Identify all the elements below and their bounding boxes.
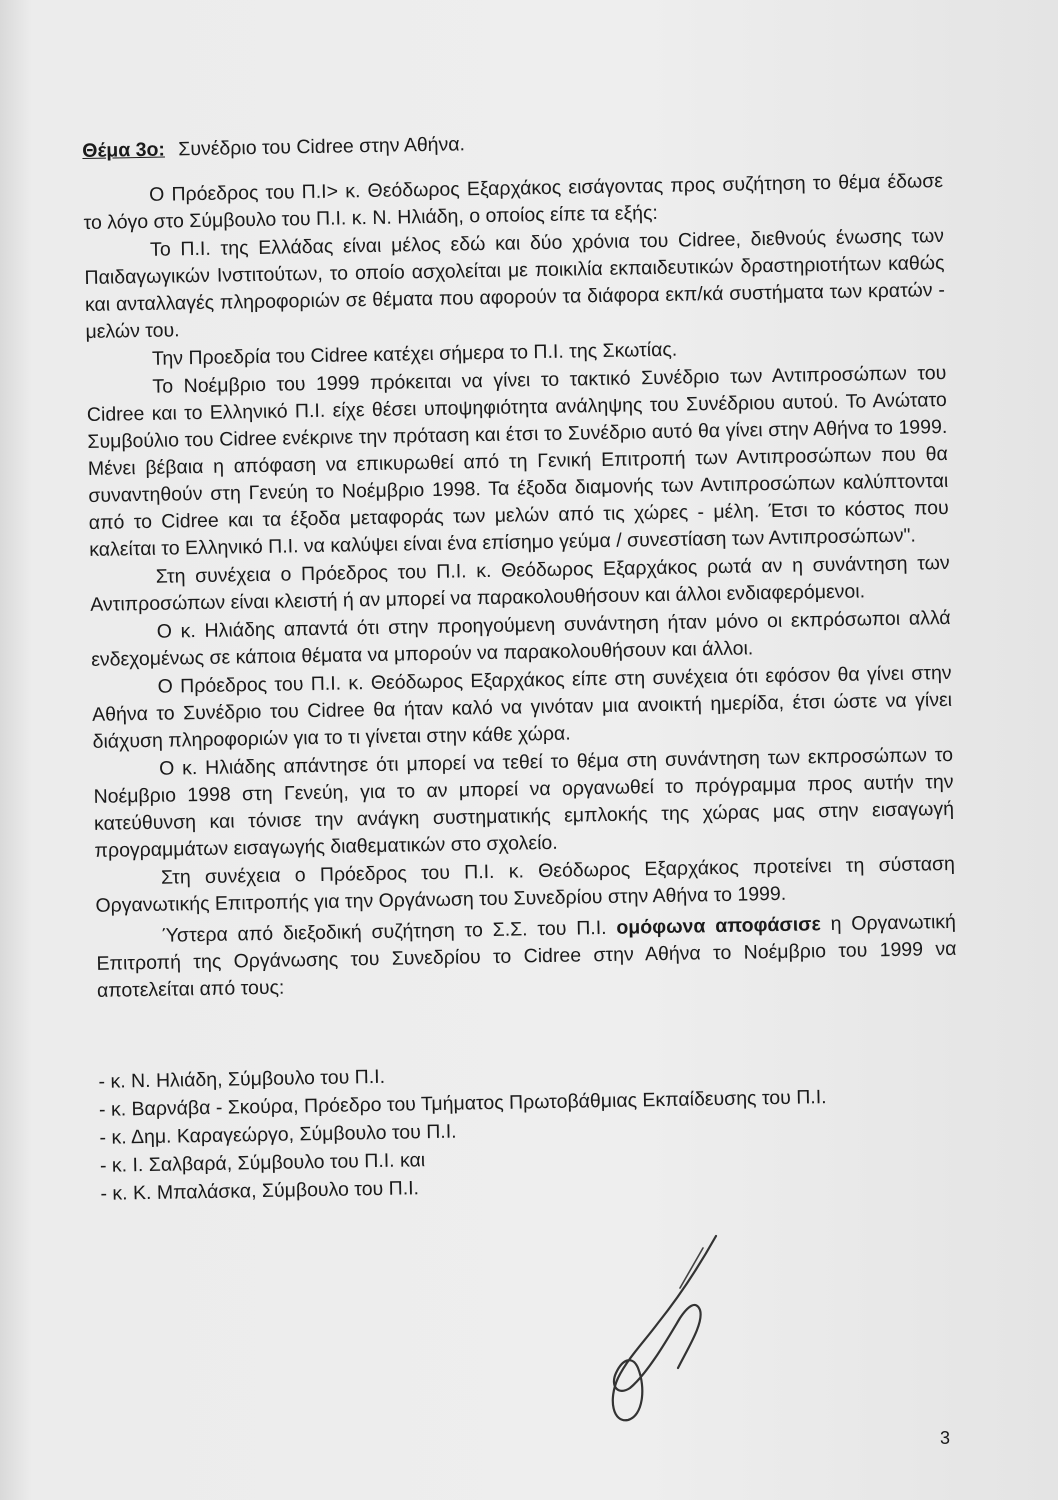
paragraph: Στη συνέχεια ο Πρόεδρος του Π.Ι. κ. Θεόδωρος Εξαρχάκος προτείνει τη σύσταση Οργανωτικής Επιτροπής για την Οργάνωση του Συνεδρίου στην Αθήνα το 1999. bbox=[95, 852, 956, 917]
paragraph: Ο Πρόεδρος του Π.Ι> κ. Θεόδωρος Εξαρχάκος εισάγοντας προς συζήτηση το θέμα έδωσε το λόγο στο Σύμβουλο του Π.Ι. κ. Ν. Ηλιάδη, ο οποίος είπε τα εξής: bbox=[83, 169, 944, 234]
topic-heading bbox=[82, 123, 942, 165]
signature-icon bbox=[588, 1228, 738, 1428]
paragraph: Την Προεδρία του Cidree κατέχει σήμερα το Π.Ι. της Σκωτίας. bbox=[151, 338, 678, 370]
committee-members-list bbox=[98, 1054, 960, 1208]
decision-paragraph bbox=[96, 909, 957, 1005]
decision-text-bold: ομόφωνα αποφάσισε bbox=[616, 913, 821, 939]
page-number: 3 bbox=[940, 1428, 951, 1448]
topic-label: Θέμα 3ο: bbox=[82, 138, 166, 162]
paragraph: Ο κ. Ηλιάδης απάντησε ότι μπορεί να τεθεί το θέμα στη συνάντηση των εκπροσώπων το Νοέμβριο 1998 στη Γενεύη, για το αν μπορεί να οργανωθεί το πρόγραμμα προς αυτήν την κατεύθυνση και τόνισε την ανάγκη συστηματικής εμπλοκής της χώρας μας στην εισαγωγή προγραμμάτων εισαγωγής διαθεματικών στο σχολείο. bbox=[93, 743, 955, 862]
decision-text-before: Ύστερα από διεξοδική συζήτηση το Σ.Σ. του Π.Ι. bbox=[161, 916, 607, 947]
paragraph: Στη συνέχεια ο Πρόεδρος του Π.Ι. κ. Θεόδωρος Εξαρχάκος ρωτά αν η συνάντηση των Αντιπροσώπων είναι κλειστή ή αν μπορεί να παρακολουθήσουν και άλλοι ενδιαφερόμενοι. bbox=[90, 551, 950, 616]
list-item: - κ. Δημ. Καραγεώργο, Σύμβουλο του Π.Ι. bbox=[99, 1120, 457, 1149]
paragraph: Το Π.Ι. της Ελλάδας είναι μέλος εδώ και δύο χρόνια του Cidree, διεθνούς ένωσης των Παιδαγωγικών Ινστιτούτων, το οποίο ασχολείται με ποικιλία εκπαιδευτικών δραστηριοτήτων καθώς και ανταλλαγές πληροφοριών σε θέματα που αφορούν τα διάφορα εκπ/κά συστήματα των κρατών - μελών του. bbox=[84, 224, 946, 343]
list-item: - κ. Κ. Μπαλάσκα, Σύμβουλο του Π.Ι. bbox=[100, 1177, 420, 1205]
decision-text-after: η Οργανωτική Επιτροπή της Οργάνωσης του Συνεδρίου το Cidree στην Αθήνα το Νοέμβριο του 1999 να αποτελείται από τους: bbox=[96, 910, 957, 1002]
list-item: - κ. Βαρνάβα - Σκούρα, Πρόεδρο του Τμήματος Πρωτοβάθμιας Εκπαίδευσης του Π.Ι. bbox=[98, 1086, 827, 1121]
paragraph: Ο Πρόεδρος του Π.Ι. κ. Θεόδωρος Εξαρχάκος είπε στη συνέχεια ότι εφόσον θα γίνει στην Αθήνα το Συνέδριο του Cidree θα ήταν καλό να γινόταν μια ανοικτή ημερίδα, έτσι ώστε να γίνει διάχυση πληροφοριών για το τι γίνεται στην κάθε χώρα. bbox=[91, 661, 953, 753]
document-body bbox=[82, 117, 961, 1209]
topic-title: Συνέδριο του Cidree στην Αθήνα. bbox=[178, 133, 466, 161]
list-item: - κ. Ι. Σαλβαρά, Σύμβουλο του Π.Ι. και bbox=[99, 1149, 426, 1177]
paragraph: Το Νοέμβριο του 1999 πρόκειται να γίνει το τακτικό Συνέδριο των Αντιπροσώπων του Cidree και το Ελληνικό Π.Ι. είχε θέσει υποψηφιότητα ανάληψης του Συνέδριου αυτού. Το Ανώτατο Συμβούλιο του Cidree ενέκρινε την πρόταση και έτσι το Συνέδριο αυτό θα γίνει στην Αθήνα το 1999. Μένει βέβαια η απόφαση να επικυρωθεί από τη Γενική Επιτροπή των Αντιπροσώπων που θα συναντηθούν στη Γενεύη το Νοέμβριο 1998. Τα έξοδα διαμονής των Αντιπροσώπων καλύπτονται από το Cidree και τα έξοδα μεταφοράς των μελών από τις χώρες - μέλη. Έτσι το κόστος που καλείται το Ελληνικό Π.Ι. να καλύψει είναι ένα επίσημο γεύμα / συνεστίαση των Αντιπροσώπων". bbox=[86, 361, 949, 561]
paragraph: Ο κ. Ηλιάδης απαντά ότι στην προηγούμενη συνάντηση ήταν μόνο οι εκπρόσωποι αλλά ενδεχομένως σε κάποια θέματα να μπορούν να παρακολουθήσουν και άλλοι. bbox=[91, 606, 951, 671]
list-item: - κ. Ν. Ηλιάδη, Σύμβουλο του Π.Ι. bbox=[98, 1065, 386, 1093]
